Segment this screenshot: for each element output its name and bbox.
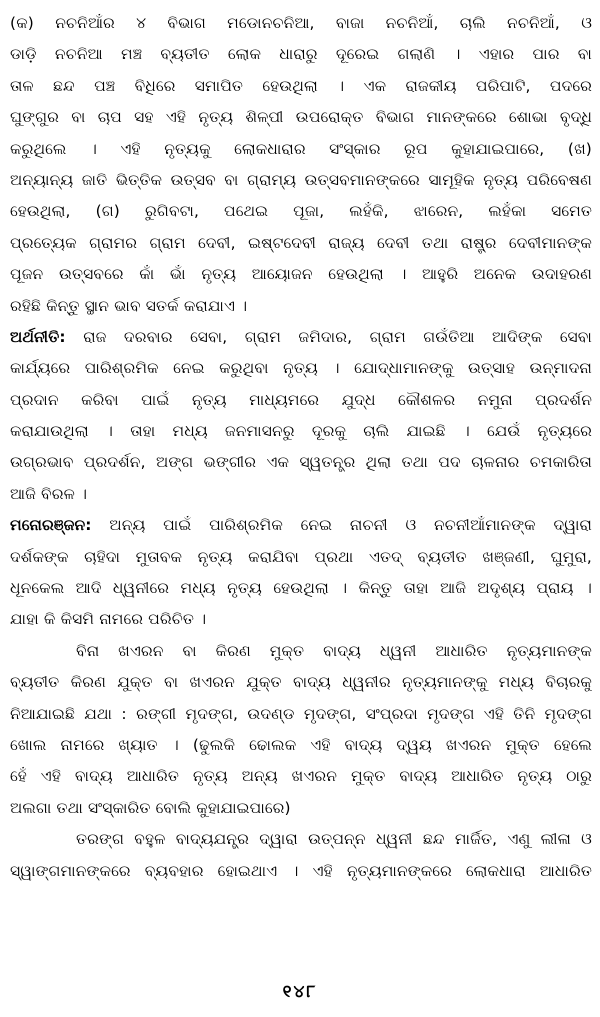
text-span: ରାଜ ଦରବାର ସେବା, ଗ୍ରାମ ଜମିଦାର, ଗ୍ରାମ ଗଉଁତିଆ ଆଦିଙ୍କ ସେବା — [65, 327, 592, 346]
text-line: ରହିଛି କିନ୍ତୁ ସ୍ଥାନ ଭାବ ସତର୍କ କରାଯାଏ । — [10, 296, 248, 315]
text-line: କାର୍ଯ୍ୟରେ ପାରିଶ୍ରମିକ ନେଇ କରୁଥିବା ନୃତ୍ୟ । ଯୋଦ୍ଧାମାନଙ୍କୁ ଉତ୍ସାହ ଉନ୍ମାଦନା — [10, 359, 592, 378]
text-line: ଅଲଗା ତଥା ସଂସ୍କାରିତ ବୋଲି କୁହାଯାଇପାରେ) — [10, 798, 291, 817]
text-line: ହେଁ ଏହି ବାଦ୍ୟ ଆଧାରିତ ନୃତ୍ୟ ଅନ୍ୟ ଖଏରନ ମୁକ୍ତ ବାଦ୍ୟ ଆଧାରିତ ନୃତ୍ୟ ଠାରୁ — [10, 767, 592, 786]
text-line: ତାଳ ଛନ୍ଦ ପଞ୍ଚ ବିଧିରେ ସମାପିତ ହେଉଥିଲା । ଏକ ରାଜକୀୟ ପରିପାଟି, ପଦରେ — [10, 76, 592, 95]
text-line: ବ୍ୟତୀତ କିରଣ ଯୁକ୍ତ ବା ଖଏରନ ଯୁକ୍ତ ବାଦ୍ୟ ଧ୍ୱନୀର ନୃତ୍ୟମାନଙ୍କୁ ମଧ୍ୟ ବିଚାରକୁ — [10, 673, 592, 692]
text-line: ଖୋଲ ନାମରେ ଖ୍ୟାତ । (ଢୁଲକି ଢୋଲକ ଏହି ବାଦ୍ୟ ଦ୍ୱୟ ଖଏରନ ମୁକ୍ତ ହେଲେ — [10, 735, 592, 754]
text-line: ପ୍ରତ୍ୟେକ ଗ୍ରାମର ଗ୍ରାମ ଦେବୀ, ଇଷ୍ଟଦେବୀ ରାଜ୍ୟ ଦେବୀ ତଥା ରାଷ୍ଟ୍ର ଦେବୀମାନଙ୍କ — [10, 233, 592, 252]
text-line — [10, 322, 592, 353]
text-line: ଉଗ୍ରଭାବ ପ୍ରଦର୍ଶନ, ଅଙ୍ଗ ଭଙ୍ଗୀର ଏକ ସ୍ୱତନ୍ତ୍ର ଥିଲା ତଥା ପଦ ଚାଳନାର ଚମକାରିତା — [10, 453, 592, 472]
text-line: କରାଯାଉଥିଲା । ତାହା ମଧ୍ୟ ଜନମାସନରୁ ଦୂରକୁ ଚାଲି ଯାଇଛି । ଯେଉଁ ନୃତ୍ୟରେ — [10, 422, 592, 441]
text-line — [10, 510, 592, 541]
text-line: ଧୂନକେଲ ଆଦି ଧ୍ୱନୀରେ ମଧ୍ୟ ନୃତ୍ୟ ହେଉଥିଲା । କିନ୍ତୁ ତାହା ଆଜି ଅଦୃଶ୍ୟ ପ୍ରାୟ । — [10, 579, 592, 598]
paragraph-arthaniti — [10, 322, 592, 510]
text-line: ଘୁଙ୍ଗୁର ବା ଚାପ ସହ ଏହି ନୃତ୍ୟ ଶିଳ୍ପୀ ଉପରୋକ୍ତ ବିଭାଗ ମାନଙ୍କରେ ଶୋଭା ବୃଦ୍ଧି — [10, 108, 592, 127]
paragraph-instrument-based-dances — [10, 636, 592, 824]
text-line: ଦର୍ଶକଙ୍କ ଚାହିଦା ମୁତାବକ ନୃତ୍ୟ କରାଯିବା ପ୍ରଥା ଏତଦ୍ ବ୍ୟତୀତ ଖଞ୍ଜଣୀ, ଘୁମୁରା, — [10, 547, 592, 566]
text-line: ଡାଡ଼ି ନଚନିଆ ମଞ୍ଚ ବ୍ୟତୀତ ଲୋକ ଧାରାରୁ ଦୂରେଇ ଗଲାଣି । ଏହାର ପାର ବା — [10, 45, 592, 64]
paragraph-wave-instruments — [10, 824, 592, 887]
text-line: ହେଉଥିଲା, (ଗ) ରୁଗିବଟା, ପଥେଇ ପୂଜା, ଲହଁକି, ଝାରେନ, ଲହଁକା ସମେତ — [10, 202, 592, 221]
text-line: ବିନା ଖଏରନ ବା କିରଣ ମୁକ୍ତ ବାଦ୍ୟ ଧ୍ୱନୀ ଆଧାରିତ ନୃତ୍ୟମାନଙ୍କ — [76, 641, 592, 660]
section-term: ଅର୍ଥନୀତି: — [10, 327, 66, 346]
text-line: ଆଜି ବିରଳ । — [10, 484, 88, 503]
text-line: ଅନ୍ୟାନ୍ୟ ଜାତି ଭିତ୍ତିକ ଉତ୍ସବ ବା ଗ୍ରାମ୍ୟ ଉତ୍ସବମାନଙ୍କରେ ସାମୂହିକ ନୃତ୍ୟ ପରିବେଷଣ — [10, 170, 592, 189]
text-line: କରୁଥିଲେ । ଏହି ନୃତ୍ୟକୁ ଲୋକଧାରାର ସଂସ୍କାର ରୂପ କୁହାଯାଇପାରେ, (ଖ) — [10, 139, 592, 158]
paragraph-dance-divisions — [10, 8, 592, 322]
page-number: ୧୪୮ — [282, 982, 318, 1002]
paragraph-manoranjan — [10, 510, 592, 636]
text-line: ତରଙ୍ଗ ବହୁଳ ବାଦ୍ୟଯନ୍ତ୍ର ଦ୍ୱାରା ଉତ୍ପନ୍ନ ଧ୍ୱନୀ ଛନ୍ଦ ମାର୍ଜିତ, ଏଣୁ ଲୀଳା ଓ — [76, 830, 592, 849]
text-line: ପ୍ରଦାନ କରିବା ପାଇଁ ନୃତ୍ୟ ମାଧ୍ୟମରେ ଯୁଦ୍ଧ କୌଶଳର ନମୁନା ପ୍ରଦର୍ଶନ — [10, 390, 592, 409]
text-line: ଯାହା କି କିସମି ନାମରେ ପରିଚିତ । — [10, 610, 207, 629]
text-span: ଅନ୍ୟ ପାଇଁ ପାରିଶ୍ରମିକ ନେଇ ନାଚନୀ ଓ ନଚନୀଆଁମାନଙ୍କ ଦ୍ୱାରା — [91, 516, 592, 535]
section-term: ମନୋରଞ୍ଜନ: — [10, 516, 92, 535]
text-line: ନିଆଯାଇଛି ଯଥା : ରଙ୍ଗୀ ମୃଦଙ୍ଗ, ଉଦଣ୍ଡ ମୃଦଙ୍ଗ, ସଂପ୍ରଦା ମୃଦଙ୍ଗ ଏହି ତିନି ମୃଦଙ୍ଗ — [10, 704, 592, 723]
text-line: ସ୍ୱାଙ୍ଗମାନଙ୍କରେ ବ୍ୟବହାର ହୋଇଥାଏ । ଏହି ନୃତ୍ୟମାନଙ୍କରେ ଲୋକଧାରା ଆଧାରିତ — [10, 861, 592, 880]
text-line: ପୂଜନ ଉତ୍ସବରେ କାଁ ଭାଁ ନୃତ୍ୟ ଆୟୋଜନ ହେଉଥିଲା । ଆହୁରି ଅନେକ ଉଦାହରଣ — [10, 265, 592, 284]
text-line: (କ) ନଚନିଆଁର ୪ ବିଭାଗ ମଡୋନଚନିଆ, ବାଜା ନଚନିଆଁ, ଚାଲି ନଚନିଆଁ, ଓ — [10, 14, 592, 32]
